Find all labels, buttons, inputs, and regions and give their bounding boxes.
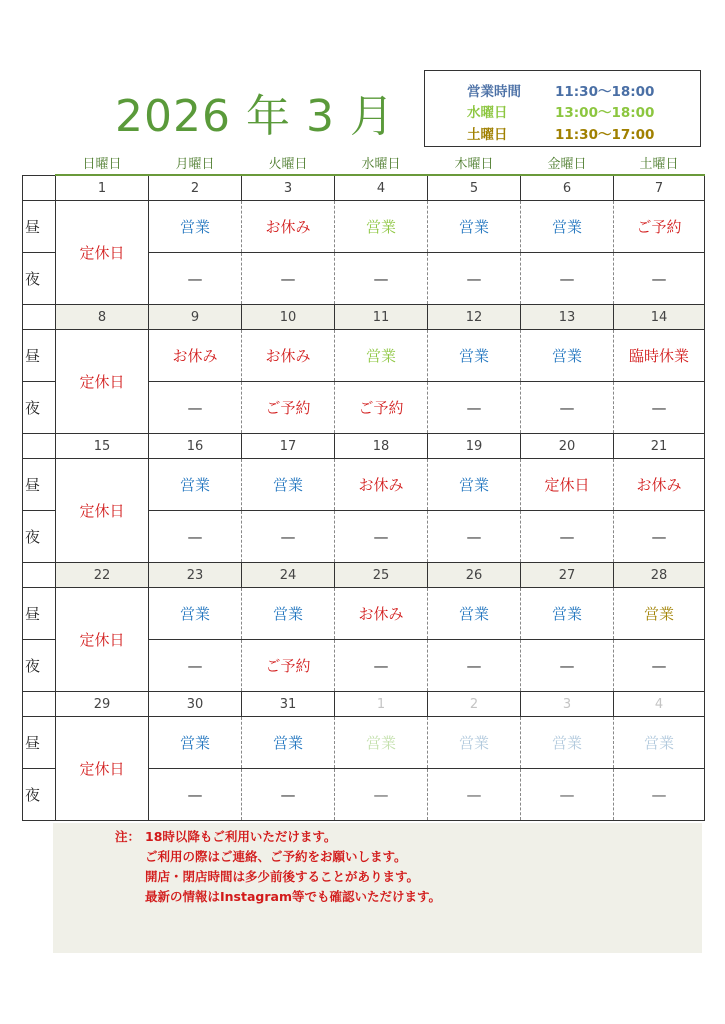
night-status-cell: —	[428, 640, 521, 692]
weekday-tuesday: 火曜日	[242, 150, 335, 175]
day-row	[23, 459, 705, 511]
weekday-monday: 月曜日	[149, 150, 242, 175]
day-row-label: 昼	[23, 717, 56, 769]
night-status-cell: —	[614, 382, 705, 434]
date-cell: 3	[242, 175, 335, 201]
date-cell: 16	[149, 434, 242, 459]
date-cell: 13	[521, 305, 614, 330]
hours-label: 土曜日	[467, 127, 508, 143]
day-status-cell: 営業	[428, 330, 521, 382]
day-status-cell: お休み	[242, 330, 335, 382]
day-status-cell: お休み	[335, 459, 428, 511]
night-status-cell: —	[149, 511, 242, 563]
date-cell-next-month: 2	[428, 692, 521, 717]
date-cell: 6	[521, 175, 614, 201]
night-status-cell: —	[428, 511, 521, 563]
night-status-cell: —	[335, 769, 428, 821]
night-status-cell: —	[149, 640, 242, 692]
day-status-cell: 営業	[242, 717, 335, 769]
date-cell: 4	[335, 175, 428, 201]
sunday-closed-cell: 定休日	[56, 201, 149, 305]
night-status-cell: —	[149, 769, 242, 821]
date-cell: 2	[149, 175, 242, 201]
night-row-label: 夜	[23, 640, 56, 692]
date-cell: 29	[56, 692, 149, 717]
date-row	[23, 563, 705, 588]
hours-label: 水曜日	[467, 105, 508, 121]
sunday-closed-cell: 定休日	[56, 330, 149, 434]
night-status-cell: —	[614, 769, 705, 821]
night-status-cell: —	[521, 511, 614, 563]
day-status-cell: 営業	[335, 330, 428, 382]
night-status-cell: —	[242, 511, 335, 563]
day-row-label: 昼	[23, 201, 56, 253]
hours-time: 11:30〜18:00	[555, 84, 655, 100]
day-status-cell: 営業	[614, 588, 705, 640]
night-status-cell: —	[614, 511, 705, 563]
day-status-cell: 営業	[428, 201, 521, 253]
night-status-cell: —	[614, 253, 705, 305]
date-cell: 9	[149, 305, 242, 330]
day-status-cell: 営業	[521, 588, 614, 640]
day-status-cell: お休み	[614, 459, 705, 511]
date-cell: 15	[56, 434, 149, 459]
date-cell: 23	[149, 563, 242, 588]
day-status-cell: 臨時休業	[614, 330, 705, 382]
night-row-label: 夜	[23, 253, 56, 305]
date-row	[23, 434, 705, 459]
date-row	[23, 692, 705, 717]
date-row	[23, 305, 705, 330]
day-status-cell-next-month: 営業	[428, 717, 521, 769]
date-cell: 20	[521, 434, 614, 459]
day-status-cell: 定休日	[521, 459, 614, 511]
day-status-cell: ご予約	[614, 201, 705, 253]
night-row-label: 夜	[23, 511, 56, 563]
night-status-cell: —	[521, 640, 614, 692]
day-status-cell: 営業	[149, 201, 242, 253]
date-cell: 12	[428, 305, 521, 330]
date-row-label	[23, 563, 56, 588]
sunday-closed-cell: 定休日	[56, 717, 149, 821]
date-row-label	[23, 434, 56, 459]
date-cell: 1	[56, 175, 149, 201]
day-status-cell-next-month: 営業	[335, 717, 428, 769]
date-cell-next-month: 3	[521, 692, 614, 717]
day-row-label: 昼	[23, 459, 56, 511]
date-row	[23, 175, 705, 201]
night-row-label: 夜	[23, 382, 56, 434]
date-cell: 25	[335, 563, 428, 588]
page-title: 2026 年 3 月	[115, 91, 395, 142]
business-hours-box	[424, 70, 701, 147]
day-status-cell-next-month: 営業	[614, 717, 705, 769]
day-row	[23, 588, 705, 640]
day-row	[23, 717, 705, 769]
date-row-label	[23, 175, 56, 201]
night-status-cell: —	[335, 253, 428, 305]
hours-row-saturday	[425, 123, 700, 143]
date-cell: 27	[521, 563, 614, 588]
night-status-cell: —	[149, 253, 242, 305]
night-status-cell: —	[521, 382, 614, 434]
header-corner	[23, 150, 56, 175]
hours-time: 13:00〜18:00	[555, 105, 655, 121]
note-line: ご利用の際はご連絡、ご予約をお願いします。	[145, 849, 407, 864]
note-line: 18時以降もご利用いただけます。	[145, 829, 337, 844]
notes-label: 注：	[115, 829, 141, 844]
date-cell: 14	[614, 305, 705, 330]
night-status-cell: —	[428, 253, 521, 305]
date-cell: 26	[428, 563, 521, 588]
night-status-cell: —	[428, 769, 521, 821]
date-cell: 19	[428, 434, 521, 459]
date-cell-next-month: 4	[614, 692, 705, 717]
weekday-sunday: 日曜日	[56, 150, 149, 175]
sunday-closed-cell: 定休日	[56, 588, 149, 692]
night-status-cell: —	[242, 253, 335, 305]
night-status-cell: —	[428, 382, 521, 434]
date-row-label	[23, 305, 56, 330]
date-cell: 24	[242, 563, 335, 588]
date-cell: 22	[56, 563, 149, 588]
weekday-header-row	[23, 150, 705, 175]
day-status-cell: 営業	[149, 588, 242, 640]
night-status-cell: —	[521, 769, 614, 821]
day-status-cell: 営業	[428, 459, 521, 511]
night-status-cell: ご予約	[242, 640, 335, 692]
date-cell: 18	[335, 434, 428, 459]
day-status-cell: 営業	[521, 201, 614, 253]
night-status-cell: —	[335, 511, 428, 563]
day-status-cell: お休み	[149, 330, 242, 382]
date-cell: 30	[149, 692, 242, 717]
hours-row-regular	[425, 80, 700, 100]
date-cell: 7	[614, 175, 705, 201]
date-cell: 28	[614, 563, 705, 588]
night-status-cell: —	[149, 382, 242, 434]
night-status-cell: —	[614, 640, 705, 692]
day-row	[23, 330, 705, 382]
night-status-cell: —	[521, 253, 614, 305]
day-status-cell: お休み	[335, 588, 428, 640]
night-status-cell: ご予約	[242, 382, 335, 434]
weekday-friday: 金曜日	[521, 150, 614, 175]
hours-row-wednesday	[425, 101, 700, 121]
day-status-cell: 営業	[242, 588, 335, 640]
night-status-cell: ご予約	[335, 382, 428, 434]
date-cell: 17	[242, 434, 335, 459]
day-status-cell: 営業	[149, 717, 242, 769]
date-cell: 21	[614, 434, 705, 459]
night-status-cell: —	[242, 769, 335, 821]
day-row-label: 昼	[23, 588, 56, 640]
day-row-label: 昼	[23, 330, 56, 382]
day-status-cell: お休み	[242, 201, 335, 253]
date-cell: 11	[335, 305, 428, 330]
day-status-cell: 営業	[428, 588, 521, 640]
day-status-cell: 営業	[149, 459, 242, 511]
hours-label: 営業時間	[467, 84, 521, 100]
calendar-table	[22, 150, 705, 821]
day-status-cell-next-month: 営業	[521, 717, 614, 769]
weekday-saturday: 土曜日	[614, 150, 705, 175]
hours-time: 11:30〜17:00	[555, 127, 655, 143]
day-status-cell: 営業	[242, 459, 335, 511]
night-row-label: 夜	[23, 769, 56, 821]
day-row	[23, 201, 705, 253]
notes-panel	[53, 823, 702, 953]
date-cell: 31	[242, 692, 335, 717]
note-line: 最新の情報はInstagram等でも確認いただけます。	[145, 889, 441, 904]
date-cell: 10	[242, 305, 335, 330]
date-cell: 5	[428, 175, 521, 201]
weekday-wednesday: 水曜日	[335, 150, 428, 175]
date-cell-next-month: 1	[335, 692, 428, 717]
day-status-cell: 営業	[335, 201, 428, 253]
weekday-thursday: 木曜日	[428, 150, 521, 175]
night-status-cell: —	[335, 640, 428, 692]
sunday-closed-cell: 定休日	[56, 459, 149, 563]
date-row-label	[23, 692, 56, 717]
date-cell: 8	[56, 305, 149, 330]
note-line: 開店・閉店時間は多少前後することがあります。	[145, 869, 420, 884]
day-status-cell: 営業	[521, 330, 614, 382]
